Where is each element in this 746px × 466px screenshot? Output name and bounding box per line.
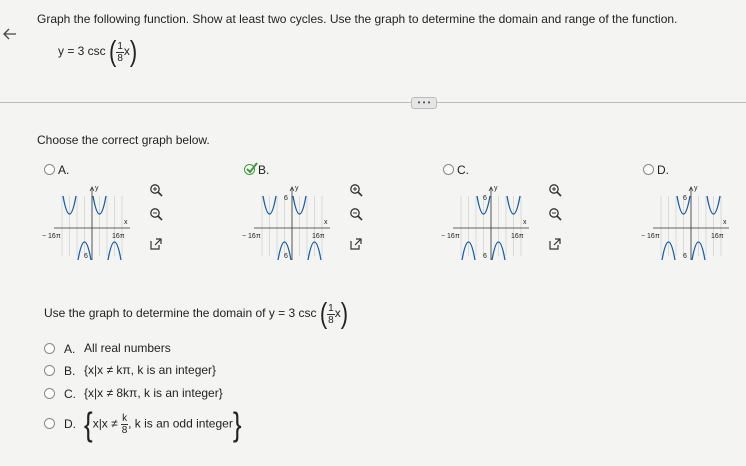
domain-question	[44, 297, 349, 330]
question-prompt: Graph the following function. Show at least two cycles. Use the graph to determine the domain and range of the function.	[37, 12, 678, 26]
answer-a-letter: A.	[64, 342, 76, 356]
graph-thumbnail-c[interactable]	[441, 182, 543, 260]
x-tick-right: 16π	[711, 233, 724, 240]
zoom-in-icon[interactable]	[348, 182, 364, 198]
x-tick-left: − 16π	[242, 233, 261, 240]
open-brace: {	[84, 404, 93, 444]
x-tick-left: − 16π	[42, 233, 61, 240]
x-axis-label: x	[324, 219, 328, 226]
y-axis-label: y	[494, 185, 498, 192]
answer-b-text: {x|x ≠ kπ, k is an integer}	[84, 363, 217, 377]
y-tick-top: 6	[284, 195, 288, 202]
radio-a[interactable]	[44, 343, 55, 354]
graph-radio-c[interactable]	[443, 164, 454, 175]
section-divider	[0, 102, 746, 103]
popout-icon[interactable]	[148, 236, 164, 252]
radio-d[interactable]	[44, 418, 55, 429]
x-axis-label: x	[723, 219, 727, 226]
graph-thumbnail-a[interactable]	[42, 182, 144, 260]
x-tick-right: 16π	[511, 233, 524, 240]
graph-thumbnail-b[interactable]	[242, 182, 344, 260]
y-axis-label: y	[95, 185, 99, 192]
frac-denominator: 8	[117, 52, 123, 64]
y-tick-bottom: 6	[84, 253, 88, 260]
zoom-in-icon[interactable]	[547, 182, 563, 198]
graph-radio-a[interactable]	[44, 164, 55, 175]
x-axis-label: x	[523, 219, 527, 226]
graph-thumbnail-d[interactable]	[641, 182, 743, 260]
graph-option-letter: D.	[657, 163, 669, 177]
function-fraction	[116, 41, 124, 64]
open-paren: (	[319, 297, 328, 330]
answer-d-letter: D.	[64, 417, 76, 431]
y-tick-top: 6	[683, 195, 687, 202]
back-arrow-icon[interactable]	[2, 26, 18, 42]
zoom-out-icon[interactable]	[348, 206, 364, 222]
choose-label: Choose the correct graph below.	[37, 133, 210, 147]
y-tick-bottom: 6	[683, 253, 687, 260]
domain-fraction	[327, 303, 335, 326]
domain-question-text: Use the graph to determine the domain of	[44, 306, 266, 321]
close-brace: }	[232, 404, 242, 444]
x-tick-right: 16π	[112, 233, 125, 240]
domain-fn: y = 3 csc	[268, 306, 317, 321]
y-tick-bottom: 6	[284, 253, 288, 260]
close-paren: )	[129, 35, 138, 68]
zoom-out-icon[interactable]	[547, 206, 563, 222]
answer-b-letter: B.	[64, 364, 76, 378]
answer-c-text: {x|x ≠ 8kπ, k is an integer}	[84, 386, 223, 400]
popout-icon[interactable]	[348, 236, 364, 252]
zoom-out-icon[interactable]	[148, 206, 164, 222]
y-tick-bottom: 6	[483, 253, 487, 260]
answer-d-text	[84, 404, 242, 444]
y-tick-top: 6	[483, 195, 487, 202]
graph-option-letter: B.	[258, 163, 270, 177]
x-axis-label: x	[124, 219, 128, 226]
frac-denominator: 8	[121, 425, 128, 436]
check-icon	[244, 160, 260, 176]
function-expression	[58, 35, 138, 68]
answer-a-text: All real numbers	[84, 341, 171, 355]
answer-c-letter: C.	[64, 387, 76, 401]
function-lhs: y = 3 csc	[58, 44, 106, 59]
frac-denominator: 8	[328, 314, 334, 326]
frac-numerator: k	[122, 413, 128, 424]
radio-c[interactable]	[44, 388, 55, 399]
x-tick-left: − 16π	[641, 233, 660, 240]
radio-b[interactable]	[44, 365, 55, 376]
zoom-in-icon[interactable]	[148, 182, 164, 198]
answer-d-post: , k is an odd integer	[128, 416, 233, 431]
open-paren: (	[109, 35, 117, 68]
frac-numerator: 1	[328, 302, 334, 314]
domain-var: x	[334, 306, 341, 321]
y-axis-label: y	[694, 185, 698, 192]
popout-icon[interactable]	[547, 236, 563, 252]
graph-option-letter: A.	[58, 163, 70, 177]
x-tick-right: 16π	[312, 233, 325, 240]
more-button[interactable]: • • •	[411, 97, 437, 109]
frac-numerator: 1	[117, 40, 123, 52]
x-tick-left: − 16π	[441, 233, 460, 240]
graph-radio-d[interactable]	[643, 164, 654, 175]
y-axis-label: y	[295, 185, 299, 192]
close-paren: )	[340, 297, 349, 330]
answer-d-pre: x|x ≠	[92, 416, 118, 431]
graph-option-letter: C.	[457, 163, 469, 177]
function-var: x	[123, 44, 130, 59]
